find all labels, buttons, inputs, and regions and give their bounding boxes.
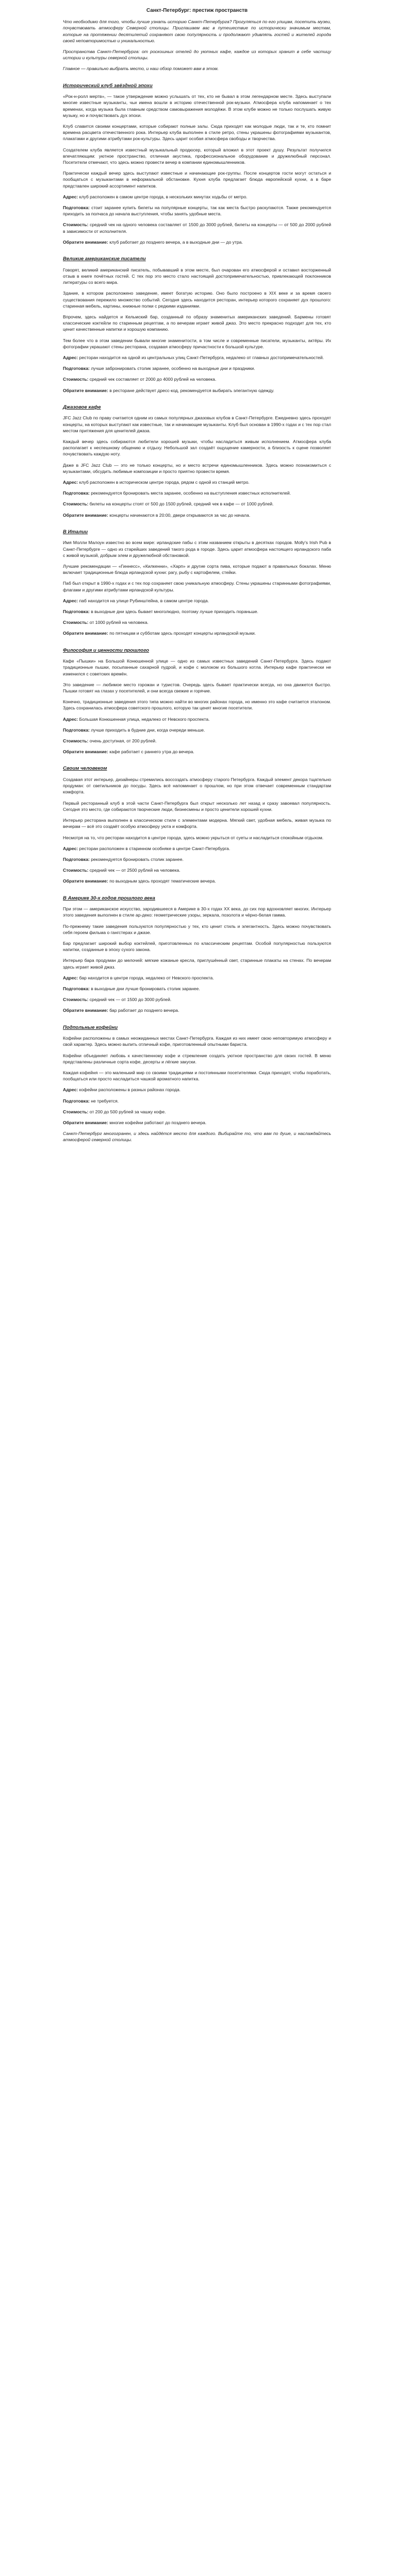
intro-paragraph: Пространства Санкт-Петербурга: от роскошных отелей до уютных кафе, каждое из которых хранит в себе частицу истории и культуры северной столицы.: [63, 49, 331, 61]
fact-text: кофейни расположены в разных районах города.: [79, 1087, 181, 1093]
fact-label: Подготовка:: [63, 856, 90, 862]
section-heading: Философия и ценности прошлого: [63, 647, 150, 653]
fact-label: Подготовка:: [63, 490, 90, 496]
fact-label: Адрес:: [63, 479, 78, 485]
fact-label: Стоимость:: [63, 1109, 89, 1114]
fact-label: Обратите внимание:: [63, 631, 108, 636]
fact-text: клуб работает до позднего вечера, а в выходные дни — до утра.: [109, 239, 243, 245]
fact-label: Стоимость:: [63, 377, 89, 382]
fact-label: Обратите внимание:: [63, 387, 108, 393]
section-paragraph: Первый ресторанный клуб в этой части Санкт-Петербурга был открыт несколько лет назад и сразу завоевал популярность. Сегодня это место, где собираются творческие люди, бизнесмены и просто ценители хорошей кухни.: [63, 800, 331, 812]
fact-label: Стоимость:: [63, 997, 89, 1003]
section-fact: [63, 365, 331, 371]
section-fact: [63, 1098, 331, 1104]
fact-label: Адрес:: [63, 354, 78, 360]
section-paragraph: При этом — американское искусство, зародившееся в Америке в 30-х годах XX века, до сих пор вдохновляет многих. Интерьер этого заведения выполнен в стиле ар-деко: геометрические узоры, зеркала, позолота и чёрно-белая гамма.: [63, 906, 331, 918]
section-paragraph: Имя Молли Малоун известно во всем мире: ирландские пабы с этим названием открыты в десятках городов. Molly's Irish Pub в Санкт-Петербурге — одно из старейших заведений такого рода в городе. Здесь царит атмосфера настоящего ирландского паба с живой музыкой, добрым элем и дружелюбной обстановкой.: [63, 540, 331, 558]
fact-label: Стоимость:: [63, 620, 89, 625]
section-paragraph: Кафе «Пышки» на Большой Конюшенной улице — одно из самых известных заведений Санкт-Петербурга. Здесь подают традиционные пышки, посыпанные сахарной пудрой, и кофе с молоком из большого котла. Интерьер кафе практически не изменился с советских времён.: [63, 658, 331, 676]
section-paragraph: Здание, в котором расположено заведение, имеет богатую историю. Оно было построено в XIX веке и за время своего существования пережило множество событий. Сегодня здесь находится ресторан, интерьер которого сохраняет дух прошлого: старинная мебель, картины, книжные полки с редкими изданиями.: [63, 291, 331, 309]
fact-label: Адрес:: [63, 1087, 78, 1093]
section-fact: [63, 479, 331, 485]
fact-label: Обратите внимание:: [63, 1008, 108, 1013]
fact-label: Адрес:: [63, 975, 78, 980]
section-fact: [63, 716, 331, 722]
fact-label: Подготовка:: [63, 609, 90, 615]
fact-text: бар находится в центре города, недалеко от Невского проспекта.: [79, 975, 214, 980]
section-heading: Джазовое кафе: [63, 404, 101, 410]
fact-label: Обратите внимание:: [63, 878, 108, 884]
article-section: [63, 765, 331, 884]
fact-text: от 1000 рублей на человека.: [89, 620, 149, 625]
section-paragraph: Говорят, великий американский писатель, побывавший в этом месте, был очарован его атмосферой и оставил восторженный отзыв в книге почётных гостей. С тех пор это место стало настоящей достопримечательностью, привлекающей поклонников литературы со всего мира.: [63, 267, 331, 285]
fact-text: в выходные дни здесь бывает многолюдно, поэтому лучше приходить пораньше.: [91, 609, 258, 615]
section-heading: Исторический клуб звёздной эпохи: [63, 82, 153, 89]
section-paragraph: Каждая кофейня — это маленький мир со своими традициями и постоянными посетителями. Сюда приходят, чтобы поработать, пообщаться или просто насладиться чашкой ароматного напитка.: [63, 1070, 331, 1082]
intro-paragraph: Что необходимо для того, чтобы лучше узнать историю Санкт-Петербурга? Прогуляться по его улицам, посетить музеи, почувствовать атмосферу Северной столицы. Приглашаем вас в путешествие по исторически значимым местам, которые на протяжении десятилетий сохраняют свою популярность и продолжают удивлять гостей и жителей города своей неповторимостью и уникальностью.: [63, 19, 331, 43]
section-heading: Подпольные кофейни: [63, 1024, 118, 1030]
article-section: [63, 1024, 331, 1126]
fact-text: рекомендуется бронировать столик заранее.: [91, 856, 184, 862]
section-fact: [63, 1109, 331, 1115]
section-fact: [63, 354, 331, 361]
fact-text: лучше забронировать столик заранее, особенно на выходные дни и праздники.: [91, 366, 255, 371]
section-fact: [63, 738, 331, 744]
fact-text: средний чек на одного человека составляет от 1500 до 3000 рублей, билеты на концерты — от 500 до 2000 рублей в зависимости от исполнителя.: [63, 222, 332, 234]
section-fact: [63, 608, 331, 615]
fact-text: рекомендуется бронировать места заранее, особенно на выступления известных исполнителей.: [91, 490, 291, 496]
section-fact: [63, 845, 331, 852]
fact-text: кафе работает с раннего утра до вечера.: [109, 749, 194, 755]
section-paragraph: Конечно, традиционные заведения этого типа можно найти во многих районах города, но именно это кафе считается эталоном. Здесь сохранилась атмосфера советского прошлого, которую так ценят многие посетители.: [63, 699, 331, 711]
section-fact: [63, 996, 331, 1003]
section-heading: Своим человеком: [63, 766, 107, 772]
fact-text: клуб расположен в самом центре города, в нескольких минутах ходьбы от метро.: [79, 194, 248, 199]
fact-text: многие кофейни работают до позднего вечера.: [109, 1120, 207, 1125]
section-fact: [63, 1007, 331, 1013]
intro: [63, 19, 331, 72]
section-paragraph: Это заведение — любимое место горожан и туристов. Очередь здесь бывает практически всегда, но она движется быстро. Пышки готовят на глазах у посетителей, и они всегда свежие и горячие.: [63, 682, 331, 694]
section-fact: [63, 598, 331, 604]
fact-text: билеты на концерты стоят от 500 до 1500 рублей, средний чек в кафе — от 1000 рублей.: [89, 501, 274, 507]
fact-label: Адрес:: [63, 716, 78, 722]
section-heading: В Италии: [63, 529, 88, 535]
fact-label: Стоимость:: [63, 501, 89, 507]
fact-label: Подготовка:: [63, 366, 90, 371]
section-fact: [63, 376, 331, 382]
section-paragraph: Кофейни расположены в самых неожиданных местах Санкт-Петербурга. Каждая из них имеет свою неповторимую атмосферу и свой характер. Здесь можно выпить отличный кофе, приготовленный опытными бариста.: [63, 1036, 331, 1047]
section-paragraph: Даже в JFC Jazz Club — это не только концерты, но и место встречи единомышленников. Здесь можно познакомиться с музыкантами, обсудить любимые композиции и просто приятно провести время.: [63, 462, 331, 474]
fact-label: Адрес:: [63, 845, 78, 851]
section-paragraph: Кофейни объединяет любовь к качественному кофе и стремление создать уютное пространство для своих гостей. В меню представлены различные сорта кофе, десерты и лёгкие закуски.: [63, 1053, 331, 1064]
section-fact: [63, 1120, 331, 1126]
fact-label: Адрес:: [63, 598, 78, 603]
section-paragraph: Интерьер бара продуман до мелочей: мягкие кожаные кресла, приглушённый свет, старинные плакаты на стенах. По вечерам здесь играет живой джаз.: [63, 958, 331, 970]
section-fact: [63, 239, 331, 245]
fact-text: концерты начинаются в 20:00, двери открываются за час до начала.: [109, 512, 251, 518]
fact-label: Обратите внимание:: [63, 749, 108, 755]
article-section: [63, 82, 331, 245]
fact-label: Обратите внимание:: [63, 239, 108, 245]
section-fact: [63, 619, 331, 625]
section-paragraph: Каждый вечер здесь собираются любители хорошей музыки, чтобы насладиться живым исполнением. Атмосфера клуба располагает к неспешному общению и отдыху. Небольшой зал создаёт ощущение камерности, а близость к сцене позволяет почувствовать каждую ноту.: [63, 438, 331, 457]
article-section: [63, 529, 331, 637]
section-fact: [63, 194, 331, 200]
article-section: [63, 256, 331, 394]
fact-text: по пятницам и субботам здесь проходят концерты ирландской музыки.: [109, 631, 256, 636]
section-heading: Великие американские писатели: [63, 256, 146, 262]
sections: [63, 82, 331, 1126]
article-section: [63, 647, 331, 755]
section-fact: [63, 727, 331, 733]
fact-text: в выходные дни лучше бронировать столик заранее.: [91, 986, 200, 991]
section-paragraph: «Рок-н-ролл мертв», — такое утверждение можно услышать от тех, кто не бывал в этом легендарном месте. Здесь выступали многие известные музыканты, чьи имена вошли в историю отечественной рок-музыки. Атмосфера клуба напоминает о тех временах, когда музыка была главным средством самовыражения молодёжи. В этом клубе можно не только послушать живую музыку, но и почувствовать дух эпохи.: [63, 94, 331, 118]
fact-label: Подготовка:: [63, 1098, 90, 1104]
section-paragraph: Интерьер ресторана выполнен в классическом стиле с элементами модерна. Мягкий свет, удобная мебель, живая музыка по вечерам — всё это создаёт особую атмосферу уюта и комфорта.: [63, 818, 331, 829]
section-fact: [63, 501, 331, 507]
section-fact: [63, 975, 331, 981]
section-paragraph: Создателем клуба является известный музыкальный продюсер, который вложил в этот проект душу. Результат получился впечатляющим: уютное пространство, отличная акустика, профессиональное оборудование и дружелюбный персонал. Посетители отмечают, что здесь можно провести вечер в компании единомышленников.: [63, 147, 331, 165]
fact-text: средний чек — от 2500 рублей на человека.: [89, 868, 180, 873]
fact-label: Подготовка:: [63, 727, 90, 733]
fact-text: в ресторане действует дресс-код, рекомендуется выбирать элегантную одежду.: [109, 387, 274, 393]
intro-paragraph: Главное — правильно выбрать место, и наш обзор поможет вам в этом.: [63, 66, 219, 72]
section-fact: [63, 512, 331, 518]
section-paragraph: По-прежнему такие заведения пользуются популярностью у тех, кто ценит стиль и элегантность. Здесь можно почувствовать себя героем фильма о гангстерах и джазе.: [63, 923, 331, 935]
section-fact: [63, 878, 331, 884]
fact-text: лучше приходить в будние дни, когда очереди меньше.: [91, 727, 205, 733]
section-fact: [63, 749, 331, 755]
fact-text: стоит заранее купить билеты на популярные концерты, так как места быстро раскупаются. Также рекомендуется приходить за полчаса до начала выступления, чтобы занять удобные места.: [63, 205, 331, 217]
fact-text: не требуется.: [91, 1098, 119, 1104]
section-heading: В Америке 30-х годов прошлого века: [63, 895, 155, 901]
section-fact: [63, 205, 331, 217]
fact-label: Подготовка:: [63, 986, 90, 991]
fact-label: Стоимость:: [63, 868, 89, 873]
fact-text: по выходным здесь проходят тематические вечера.: [109, 878, 216, 884]
fact-text: ресторан расположен в старинном особняке в центре Санкт-Петербурга.: [79, 845, 231, 851]
fact-text: средний чек составляет от 2000 до 4000 рублей на человека.: [89, 377, 217, 382]
section-paragraph: Тем более что в этом заведении бывали многие знаменитости, в том числе и современные писатели, музыканты, актёры. Их фотографии украшают стены ресторана, создавая атмосферу причастности к большой культуре.: [63, 337, 331, 349]
section-paragraph: Несмотря на то, что ресторан находится в центре города, здесь можно укрыться от суеты и насладиться спокойным отдыхом.: [63, 835, 324, 840]
section-paragraph: Паб был открыт в 1990-х годах и с тех пор сохраняет свою уникальную атмосферу. Стены украшены старинными фотографиями, флагами и другими атрибутами ирландской культуры.: [63, 581, 331, 592]
fact-label: Стоимость:: [63, 738, 89, 744]
fact-text: средний чек — от 1500 до 3000 рублей.: [89, 997, 172, 1003]
fact-label: Адрес:: [63, 194, 78, 199]
fact-text: очень доступная, от 200 рублей.: [89, 738, 157, 744]
article-section: [63, 895, 331, 1014]
fact-text: бар работает до позднего вечера.: [109, 1008, 179, 1013]
section-fact: [63, 867, 331, 873]
section-fact: [63, 490, 331, 496]
fact-text: Большая Конюшенная улица, недалеко от Невского проспекта.: [79, 716, 210, 722]
section-paragraph: Лучшие рекомендации — «Гиннесс», «Килкенни», «Харп» и другие сорта пива, которые подают в правильных бокалах. Меню включает традиционные блюда ирландской кухни: рагу, рыбу с картофелем, стейки.: [63, 564, 331, 575]
section-fact: [63, 856, 331, 862]
section-fact: [63, 222, 331, 234]
fact-label: Подготовка:: [63, 205, 90, 211]
section-paragraph: Клуб славится своими концертами, которые собирают полные залы. Сюда приходят как молодые люди, так и те, кто помнит времена расцвета отечественного рока. Интерьер клуба выполнен в стиле ретро, стены украшены фотографиями музыкантов, плакатами и другими атрибутами рок-культуры. Здесь царит особая атмосфера свободы и творчества.: [63, 124, 331, 142]
section-fact: [63, 1087, 331, 1093]
section-fact: [63, 387, 331, 394]
fact-label: Обратите внимание:: [63, 1120, 108, 1125]
fact-text: от 200 до 500 рублей за чашку кофе.: [89, 1109, 166, 1114]
fact-text: ресторан находится на одной из центральных улиц Санкт-Петербурга, недалеко от главных достопримечательностей.: [79, 354, 324, 360]
section-paragraph: Практически каждый вечер здесь выступают известные и начинающие рок-группы. После концертов гости могут остаться и пообщаться с музыкантами в неформальной обстановке. Кухня клуба предлагает блюда европейской кухни, а в баре представлен широкий ассортимент напитков.: [63, 171, 331, 189]
section-fact: [63, 630, 331, 636]
fact-label: Стоимость:: [63, 222, 89, 228]
fact-text: паб находится на улице Рубинштейна, в самом центре города.: [79, 598, 209, 603]
section-paragraph: Создавая этот интерьер, дизайнеры стремились воссоздать атмосферу старого Петербурга. Каждый элемент декора тщательно продуман: от светильников до посуды. Здесь всё напоминает о прошлом, но при этом отвечает современным стандартам комфорта.: [63, 777, 331, 795]
section-paragraph: Впрочем, здесь найдется и Кельмский бар, созданный по образу знаменитых американских заведений. Бармены готовят классические коктейли по старинным рецептам, а по вечерам играет живой джаз. Это место прекрасно подходит для тех, кто ценит качественные напитки и хорошую компанию.: [63, 314, 331, 332]
section-paragraph: Бар предлагает широкий выбор коктейлей, приготовленных по классическим рецептам. Особой популярностью пользуются напитки, созданные в эпоху сухого закона.: [63, 940, 331, 953]
article-section: [63, 404, 331, 518]
article-column: [63, 7, 331, 1143]
section-fact: [63, 986, 331, 992]
fact-label: Обратите внимание:: [63, 512, 108, 518]
outro-paragraph: Санкт-Петербург многогранен, и здесь найдётся место для каждого. Выбирайте то, что вам по душе, и наслаждайтесь атмосферой северной столицы.: [63, 1131, 331, 1143]
article-title: Санкт-Петербург: престиж пространств: [146, 8, 248, 13]
fact-text: клуб расположен в историческом центре города, рядом с одной из станций метро.: [79, 479, 250, 485]
section-paragraph: JFC Jazz Club по праву считается одним из самых популярных джазовых клубов в Санкт-Петербурге. Ежедневно здесь проходят концерты, на которых выступают как известные, так и начинающие музыканты. Клуб был основан в 1990-х годах и с тех пор стал местом притяжения для ценителей джаза.: [63, 415, 331, 433]
